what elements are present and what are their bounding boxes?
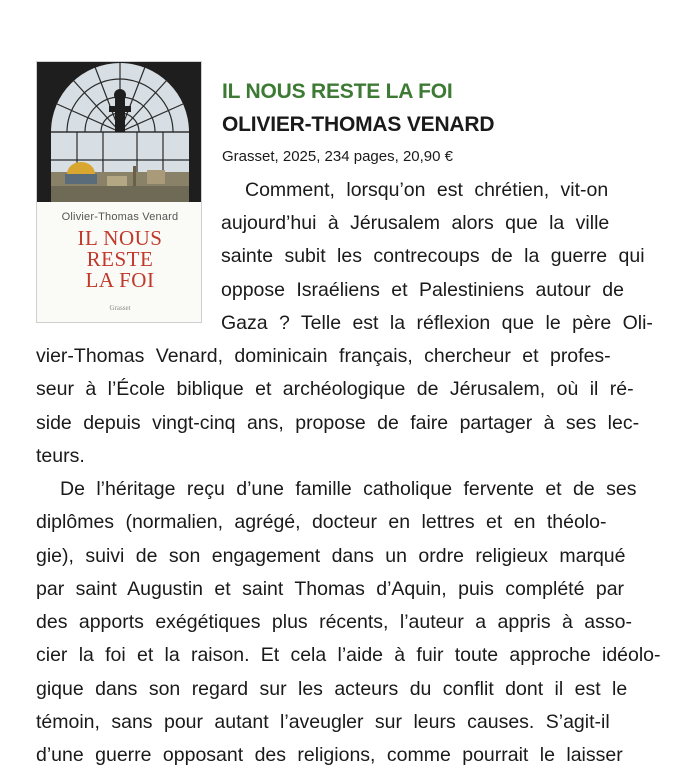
review-line: oppose Israéliens et Palestiniens autour de: [221, 279, 624, 301]
review-line: diplômes (normalien, agrégé, docteur en lettres et en théolo-: [36, 511, 607, 533]
cover-author: Olivier-Thomas Venard: [61, 211, 179, 223]
review-line: des apports exégétiques plus récents, l’auteur a appris à asso-: [36, 611, 632, 633]
church-window-illustration: [37, 62, 202, 202]
review-line: gie), suivi de son engagement dans un ordre religieux marqué: [36, 545, 626, 567]
book-title: IL NOUS RESTE LA FOI: [222, 80, 453, 103]
book-author: OLIVIER-THOMAS VENARD: [222, 113, 495, 136]
review-line: cier la foi et la raison. Et cela l’aide à fuir toute approche idéolo-: [36, 644, 661, 666]
cover-title-line: LA FOI: [85, 268, 155, 292]
review-line: par saint Augustin et saint Thomas d’Aquin, puis complété par: [36, 578, 625, 600]
review-line: vier-Thomas Venard, dominicain français, chercheur et profes-: [36, 345, 611, 367]
review-line: Gaza ? Telle est la réflexion que le père Oli-: [221, 312, 653, 334]
review-line: aujourd’hui à Jérusalem alors que la ville: [221, 212, 610, 234]
review-line: sainte subit les contrecoups de la guerre qui: [221, 245, 645, 267]
cover-title-line: IL NOUS: [77, 226, 163, 250]
book-cover: [36, 61, 202, 323]
book-publication-info: Grasset, 2025, 234 pages, 20,90 €: [222, 148, 453, 165]
review-line: teurs.: [36, 445, 85, 467]
review-line: seur à l’École biblique et archéologique de Jérusalem, où il ré-: [36, 378, 634, 400]
review-line: d’une guerre opposant des religions, comme pourrait le laisser: [36, 744, 623, 766]
review-line: Comment, lorsqu’on est chrétien, vit-on: [245, 179, 609, 201]
cover-title: [37, 228, 202, 291]
review-line: De l’héritage reçu d’une famille catholique fervente et de ses: [60, 478, 637, 500]
review-line: gique dans son regard sur les acteurs du conflit dont il est le: [36, 678, 628, 700]
cover-publisher: Grasset: [109, 304, 131, 312]
review-line: side depuis vingt-cinq ans, propose de faire partager à ses lec-: [36, 412, 640, 434]
review-line: témoin, sans pour autant l’aveugler sur leurs causes. S’agit-il: [36, 711, 610, 733]
cover-title-line: RESTE: [86, 247, 154, 271]
